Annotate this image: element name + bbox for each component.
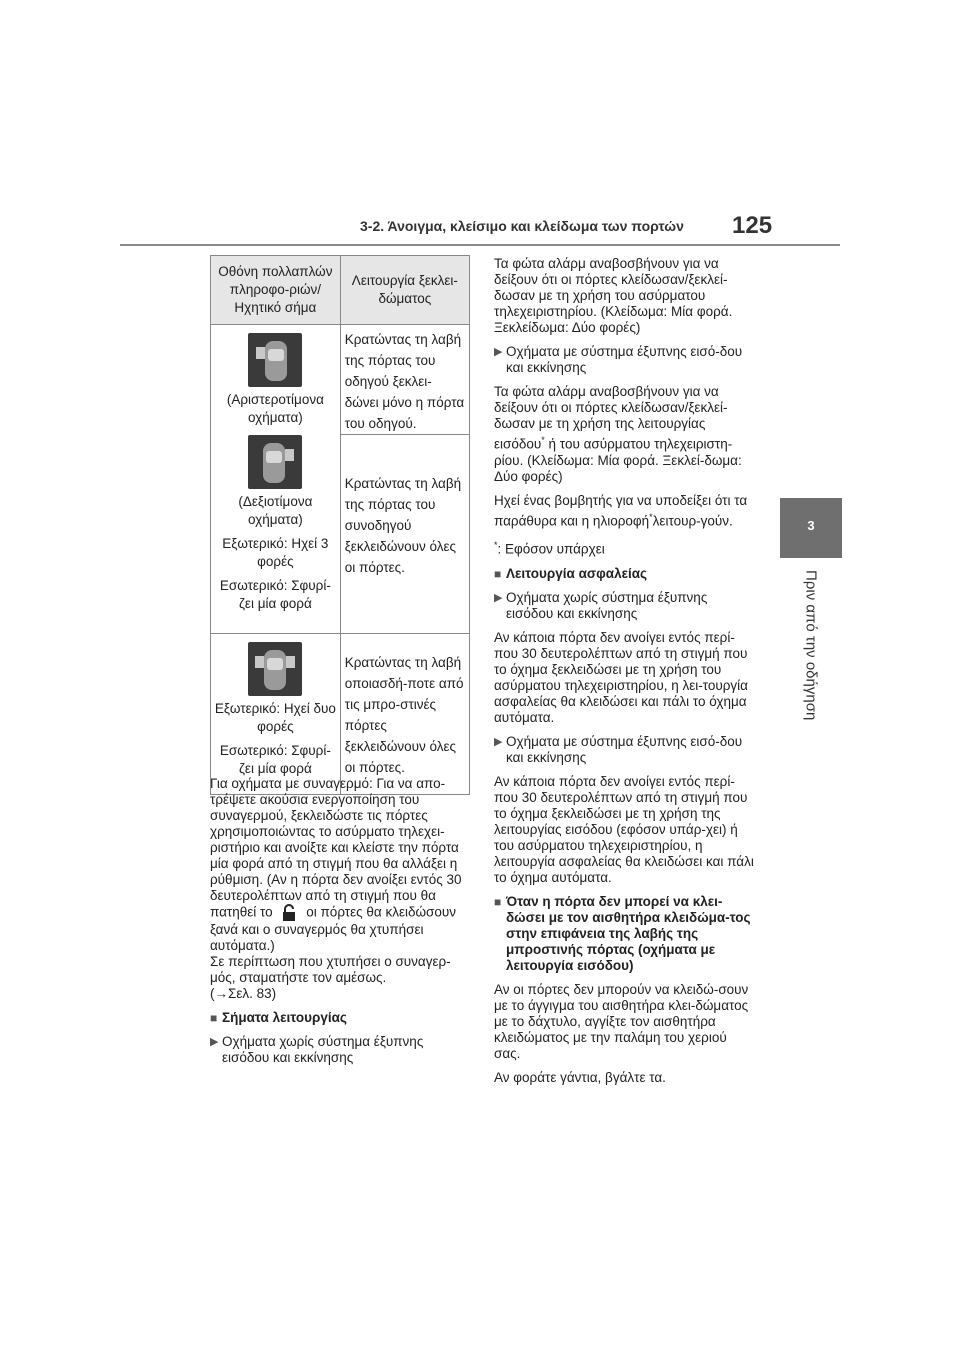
right-column — [494, 256, 754, 1094]
triangle-bullet-icon: ▶ — [210, 1036, 219, 1048]
header-rule — [120, 244, 840, 246]
exterior-signal-2: Εξωτερικό: Ηχεί δυο φορές — [214, 701, 336, 734]
caption-rhd: (Δεξιοτίμονα οχήματα) — [238, 494, 313, 527]
heading-signals: ■ Σήματα λειτουργίας — [210, 1010, 347, 1025]
bullet-no-smart: ▶ Οχήματα χωρίς σύστημα έξυπνης εισόδου και εκκίνησης — [210, 1034, 424, 1065]
section-title: 3-2. Άνοιγμα, κλείσιμο και κλείδωμα των πορτών — [360, 218, 684, 234]
signal-table — [210, 255, 470, 795]
car-driver-door-open-icon — [248, 333, 302, 387]
table-header-function: Λειτουργία ξεκλει-δώματος — [340, 256, 469, 325]
paragraph-hazard-1: Τα φώτα αλάρμ αναβοσβήνουν για να δείξουν ότι οι πόρτες κλείδωσαν/ξεκλεί-δωσαν με τη χρήση του ασύρματου τηλεχειριστηρίου. (Κλείδωμα: Μία φορά. Ξεκλείδωμα: Δύο φορές) — [494, 256, 733, 335]
paragraph-hazard-2: Τα φώτα αλάρμ αναβοσβήνουν για να δείξουν ότι οι πόρτες κλείδωσαν/ξεκλεί-δωσαν με τη χρήση της λειτουργίας εισόδου* ή του ασύρματου τηλεχειριστη-ρίου. (Κλείδωμα: Μία φορά. Ξεκλεί-δωμα: Δύο φορές) — [494, 384, 742, 484]
triangle-bullet-icon: ▶ — [494, 346, 503, 358]
paragraph-sensor: Αν οι πόρτες δεν μπορούν να κλειδώ-σουν με το άγγιγμα του αισθητήρα κλει-δώματος με το δάχτυλο, αγγίξτε τον αισθητήρα κλειδώματος με την παλάμη του χεριού σας. — [494, 981, 749, 1061]
paragraph-alarm: Για οχήματα με συναγερμό: Για να απο-τρέψετε ακούσια ενεργοποίηση του συναγερμού, ξεκλειδώστε τις πόρτες χρησιμοποιώντας το ασύρματο τηλεχει-ριστήριο και ανοίξτε και κλείστε την πόρτα μία φορά από τη στιγμή που θα αλλάξει η ρύθμιση. (Αν η πόρτα δεν ανοίξει εντός 30 δευτερολέπτων από τη στιγμή που θα πατηθεί το οι πόρτες θα κλειδώσουν ξανά και ο συναγερμός θα χτυπήσει αυτόματα.) Σε περίπτωση που χτυπήσει ο συναγερ-μός, σταματήστε τον αμέσως. (→Σελ. 83) — [210, 776, 462, 1001]
interior-signal: Εσωτερικό: Σφυρί-ζει μία φορά — [219, 578, 331, 611]
bullet-no-smart-2: ▶ Οχήματα χωρίς σύστημα έξυπνης εισόδου και εκκίνησης — [494, 589, 708, 621]
table-cell-front-unlock: Κρατώντας τη λαβή οποιασδή-ποτε από τις μπρο-στινές πόρτες ξεκλειδώνουν όλες οι πόρτες. — [340, 634, 469, 795]
bullet-smart-2: ▶ Οχήματα με σύστημα έξυπνης εισό-δου και εκκίνησης — [494, 733, 743, 765]
paragraph-security-1: Αν κάποια πόρτα δεν ανοίγει εντός περί-που 30 δευτερολέπτων από τη στιγμή που το όχημα ξεκλειδώσει με τη χρήση του ασύρματου τηλεχειριστηρίου, η λει-τουργία ασφαλείας θα κλειδώσει και πάλι το όχημα αυτόματα. — [494, 629, 748, 725]
footnote: *: Εφόσον υπάρχει — [494, 540, 605, 557]
paragraph-security-2: Αν κάποια πόρτα δεν ανοίγει εντός περί-που 30 δευτερολέπτων από τη στιγμή που το όχημα ξεκλειδώσει με τη χρήση της λειτουργίας εισόδου (εφόσον υπάρ-χει) ή του ασύρματου τηλεχειριστηρίου, η λειτουργία ασφαλείας θα κλειδώσει και πάλι το όχημα αυτόματα. — [494, 773, 754, 885]
chapter-label: Πριν από την οδήγηση — [802, 570, 820, 721]
chapter-tab[interactable] — [780, 498, 842, 558]
unlock-icon — [282, 904, 296, 922]
paragraph-buzzer: Ηχεί ένας βομβητής για να υποδείξει ότι τα παράθυρα και η ηλιοροφή*λειτουρ-γούν. — [494, 492, 748, 528]
triangle-bullet-icon: ▶ — [494, 735, 503, 748]
left-column — [210, 776, 470, 1074]
square-icon: ■ — [494, 566, 502, 581]
page-number: 125 — [732, 212, 773, 239]
interior-signal-2: Εσωτερικό: Σφυρί-ζει μία φορά — [219, 743, 331, 776]
chapter-number: 3 — [807, 518, 815, 533]
caption-lhd: (Αριστεροτίμονα οχήματα) — [226, 392, 324, 425]
square-icon: ■ — [210, 1011, 218, 1025]
triangle-bullet-icon: ▶ — [494, 591, 503, 604]
table-header-display: Οθόνη πολλαπλών πληροφο-ριών/Ηχητικό σήμα — [211, 256, 341, 325]
table-cell-passenger-unlock: Κρατώντας τη λαβή της πόρτας του συνοδηγού ξεκλειδώνουν όλες οι πόρτες. — [340, 435, 469, 634]
heading-security: ■ Λειτουργία ασφαλείας — [494, 565, 648, 581]
table-cell-driver-unlock: Κρατώντας τη λαβή της πόρτας του οδηγού ξεκλει-δώνει μόνο η πόρτα του οδηγού. — [340, 325, 469, 435]
bullet-smart-1: ▶ Οχήματα με σύστημα έξυπνης εισό-δου και εκκίνησης — [494, 344, 743, 375]
car-passenger-door-open-icon — [248, 435, 302, 489]
heading-sensor: ■ Όταν η πόρτα δεν μπορεί να κλει-δώσει με τον αισθητήρα κλειδώμα-τος στην επιφάνεια της λαβής της μπροστινής πόρτας (οχήματα με λειτουργία εισόδου) — [494, 893, 751, 973]
exterior-signal: Εξωτερικό: Ηχεί 3 φορές — [222, 536, 329, 569]
car-both-doors-open-icon — [248, 642, 302, 696]
paragraph-gloves: Αν φοράτε γάντια, βγάλτε τα. — [494, 1069, 666, 1085]
square-icon: ■ — [494, 894, 502, 909]
table-cell-display — [211, 325, 341, 634]
table-cell-display-2 — [211, 634, 341, 795]
